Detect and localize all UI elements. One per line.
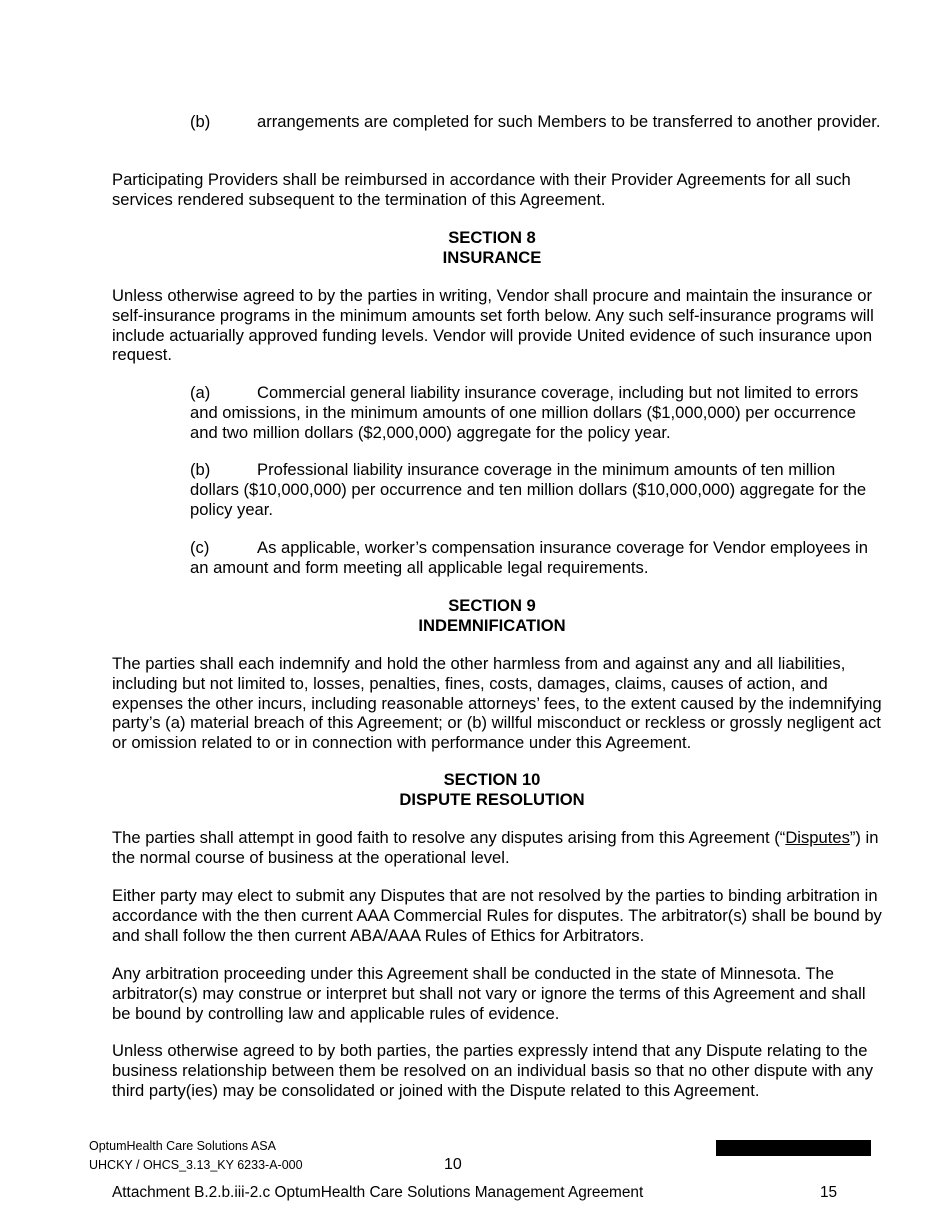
item-text: arrangements are completed for such Members to be transferred to another provider.: [257, 112, 881, 131]
page-number: 10: [444, 1156, 462, 1173]
item-text: Commercial general liability insurance coverage, including but not limited to errors and omissions, in the minimum amounts of one million dollars ($1,000,000) per occurrence and two million dollars ($2,000,000) aggregate for the policy year.: [190, 383, 859, 442]
disputes-defined-term: Disputes: [785, 828, 850, 847]
item-label: (c): [190, 538, 210, 557]
attachment-label: Attachment B.2.b.iii-2.c OptumHealth Care Solutions Management Agreement: [112, 1184, 644, 1201]
p1-before: The parties shall attempt in good faith to resolve any disputes arising from this Agreement (“: [112, 828, 786, 847]
attachment-page-number: 15: [820, 1184, 838, 1201]
section-10-paragraph-2: Either party may elect to submit any Disputes that are not resolved by the parties to binding arbitration in accordance with the then current AAA Commercial Rules for disputes. The arbitrator(s) shall be bound by and shall follow the then current ABA/AAA Rules of Ethics for Arbitrators.: [112, 886, 882, 945]
section-10-paragraph-1: [112, 828, 882, 868]
section-10-paragraph-3: Any arbitration proceeding under this Agreement shall be conducted in the state of Minnesota. The arbitrator(s) may construe or interpret but shall not vary or ignore the terms of this Agreement and shall be bound by controlling law and applicable rules of evidence.: [112, 964, 866, 1023]
section-9-body: The parties shall each indemnify and hold the other harmless from and against any and all liabilities, including but not limited to, losses, penalties, fines, costs, damages, claims, causes of action, and expenses the other incurs, including reasonable attorneys’ fees, to the extent caused by the indemnifying party’s (a) material breach of this Agreement; or (b) willful misconduct or reckless or grossly negligent act or omission related to or in connection with performance under this Agreement.: [112, 654, 882, 753]
section-10-paragraph-4: Unless otherwise agreed to by both parties, the parties expressly intend that any Dispute relating to the business relationship between them be resolved on an individual basis so that no other dispute with any third party(ies) may be consolidated or joined with the Dispute related to this Agreement.: [112, 1041, 874, 1100]
section-10-heading: [112, 770, 872, 810]
item-label: (b): [190, 460, 211, 479]
footer-company: OptumHealth Care Solutions ASA: [89, 1139, 276, 1153]
section-number: SECTION 10: [443, 770, 541, 789]
section-title: INSURANCE: [442, 247, 542, 267]
p1-after: ”) in the normal course of business at the operational level.: [112, 828, 879, 867]
section-8-intro: Unless otherwise agreed to by the parties in writing, Vendor shall procure and maintain the insurance or self-insurance programs in the minimum amounts set forth below. Any such self-insurance programs will include actuarially approved funding levels. Vendor will provide United evidence of such insurance upon request.: [112, 286, 874, 365]
insurance-item-c: [190, 538, 882, 578]
section-title: DISPUTE RESOLUTION: [399, 789, 585, 809]
section-title: INDEMNIFICATION: [418, 615, 566, 635]
item-label: (a): [190, 383, 211, 402]
item-label: (b): [190, 112, 211, 131]
section-8-heading: [112, 228, 872, 268]
insurance-item-a: [190, 383, 882, 442]
footer-doc-id: UHCKY / OHCS_3.13_KY 6233-A-000: [89, 1158, 303, 1172]
insurance-item-b: [190, 460, 882, 519]
item-text: As applicable, worker’s compensation insurance coverage for Vendor employees in an amount and form meeting all applicable legal requirements.: [190, 538, 868, 577]
continuation-item: [190, 112, 882, 132]
item-text: Professional liability insurance coverage in the minimum amounts of ten million dollars ($10,000,000) per occurrence and ten million dollars ($10,000,000) aggregate for the policy year.: [190, 460, 867, 519]
section-9-heading: [112, 596, 872, 636]
redaction-bar: [716, 1140, 871, 1156]
closing-paragraph: Participating Providers shall be reimbursed in accordance with their Provider Agreements for all such services rendered subsequent to the termination of this Agreement.: [112, 170, 851, 209]
section-number: SECTION 9: [448, 596, 536, 615]
section-number: SECTION 8: [448, 228, 536, 247]
